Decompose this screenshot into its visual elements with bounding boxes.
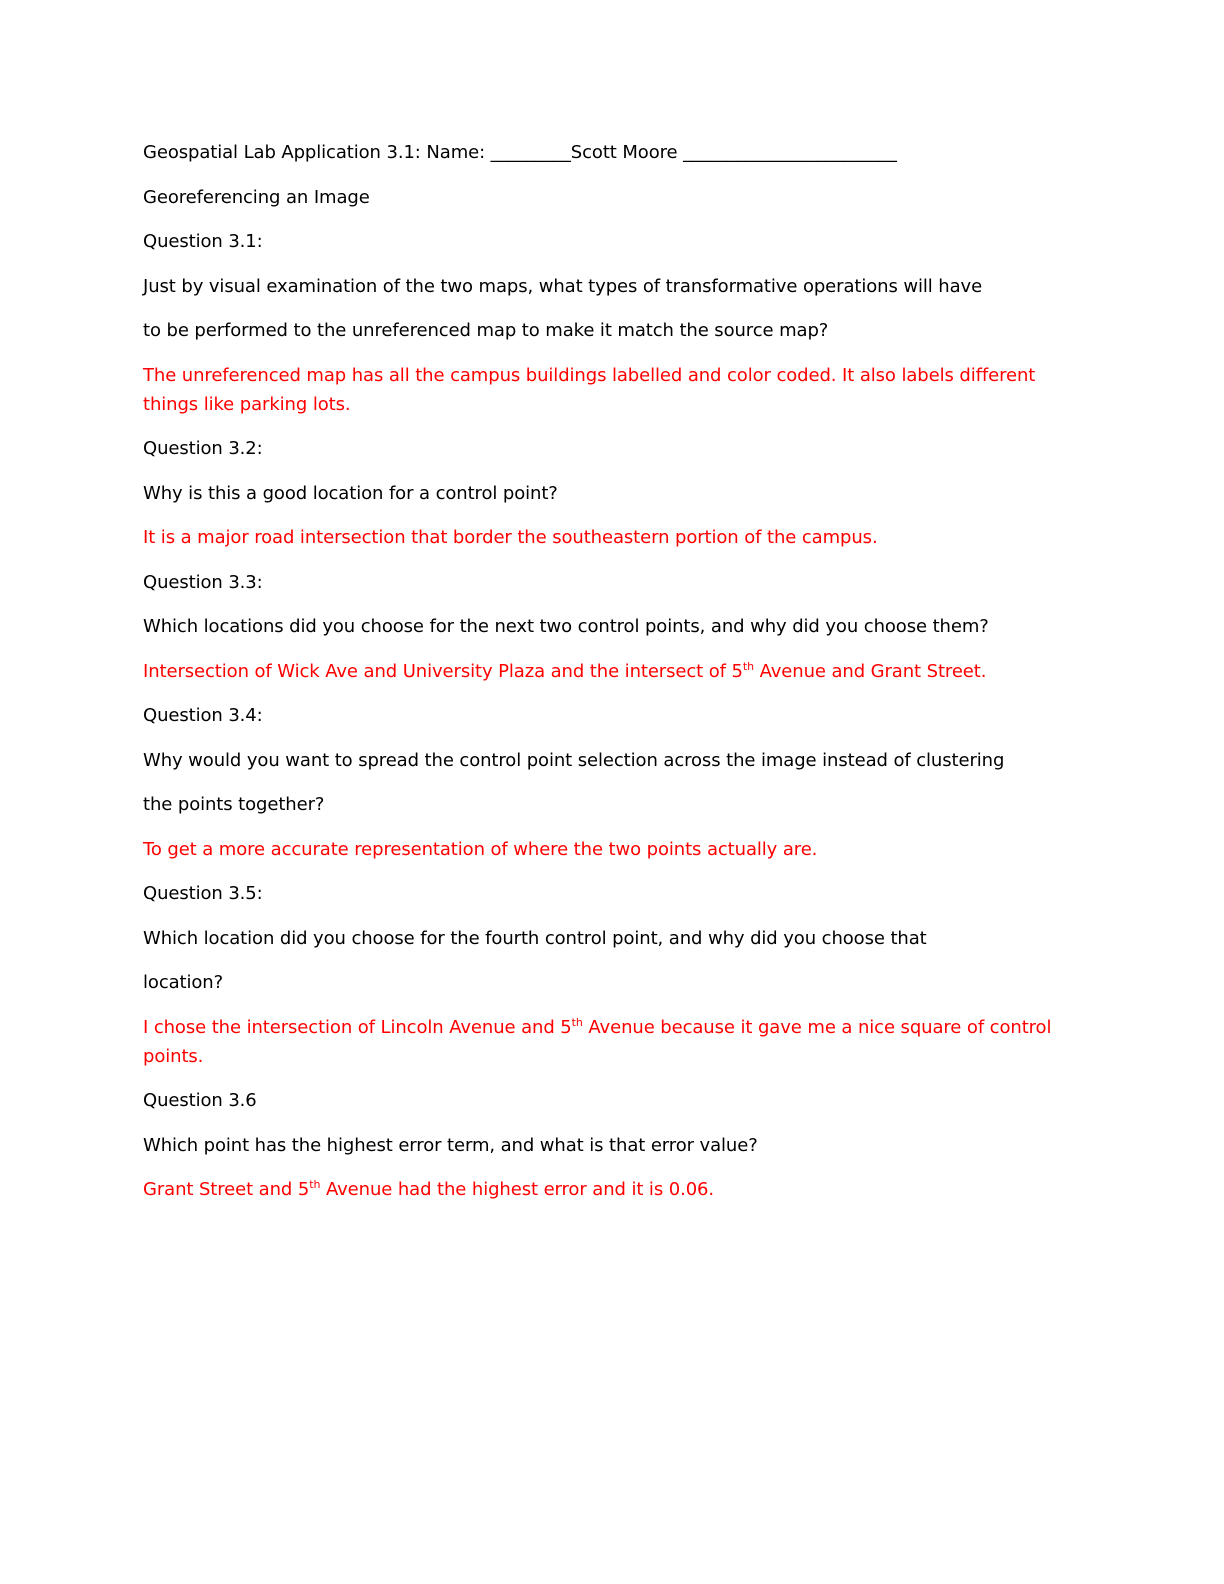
answer-text <box>143 1175 1053 1204</box>
question-label: Question 3.3: <box>143 571 263 593</box>
title-line: Geospatial Lab Application 3.1: Name: _________Scott Moore ________________________ <box>143 142 897 163</box>
answer-text-part: Avenue had the highest error and it is 0.06. <box>320 1179 715 1200</box>
question-prompt: Which point has the highest error term, and what is that error value? <box>143 1134 758 1156</box>
question-label: Question 3.5: <box>143 883 263 904</box>
answer-text <box>143 657 1053 686</box>
ordinal-superscript: th <box>571 1015 583 1029</box>
question-prompt: Why is this a good location for a control point? <box>143 482 558 504</box>
question-prompt: the points together? <box>143 794 325 815</box>
ordinal-superscript: th <box>309 1178 321 1191</box>
question-prompt: location? <box>143 972 224 993</box>
answer-text: The unreferenced map has all the campus buildings labelled and color coded. It also labels different things like parking lots. <box>143 364 1036 415</box>
question-label: Question 3.4: <box>143 705 263 726</box>
answer-text-part: Avenue because it gave me a nice square of control points. <box>143 1016 1052 1067</box>
question-prompt: Just by visual examination of the two maps, what types of transformative operations will have <box>143 275 983 297</box>
answer-text-part: I chose the intersection of Lincoln Avenue and 5 <box>143 1016 572 1038</box>
answer-text-part: Intersection of Wick Ave and University Plaza and the intersect of 5 <box>143 660 743 682</box>
answer-text: To get a more accurate representation of where the two points actually are. <box>143 838 818 860</box>
question-prompt: Which location did you choose for the fourth control point, and why did you choose that <box>143 927 927 949</box>
answer-text: It is a major road intersection that border the southeastern portion of the campus. <box>143 527 878 548</box>
question-prompt: to be performed to the unreferenced map to make it match the source map? <box>143 320 829 341</box>
question-label: Question 3.2: <box>143 438 263 459</box>
subtitle: Georeferencing an Image <box>143 186 370 208</box>
answer-text-part: Avenue and Grant Street. <box>753 660 987 682</box>
ordinal-superscript: th <box>742 659 754 673</box>
question-prompt: Why would you want to spread the control point selection across the image instead of clustering <box>143 749 1005 771</box>
question-label: Question 3.1: <box>143 231 263 252</box>
question-prompt: Which locations did you choose for the next two control points, and why did you choose them? <box>143 616 989 637</box>
answer-text <box>143 1013 1053 1071</box>
answer-text-part: Grant Street and 5 <box>143 1179 310 1200</box>
question-label: Question 3.6 <box>143 1090 257 1111</box>
document-page <box>143 138 1053 1220</box>
